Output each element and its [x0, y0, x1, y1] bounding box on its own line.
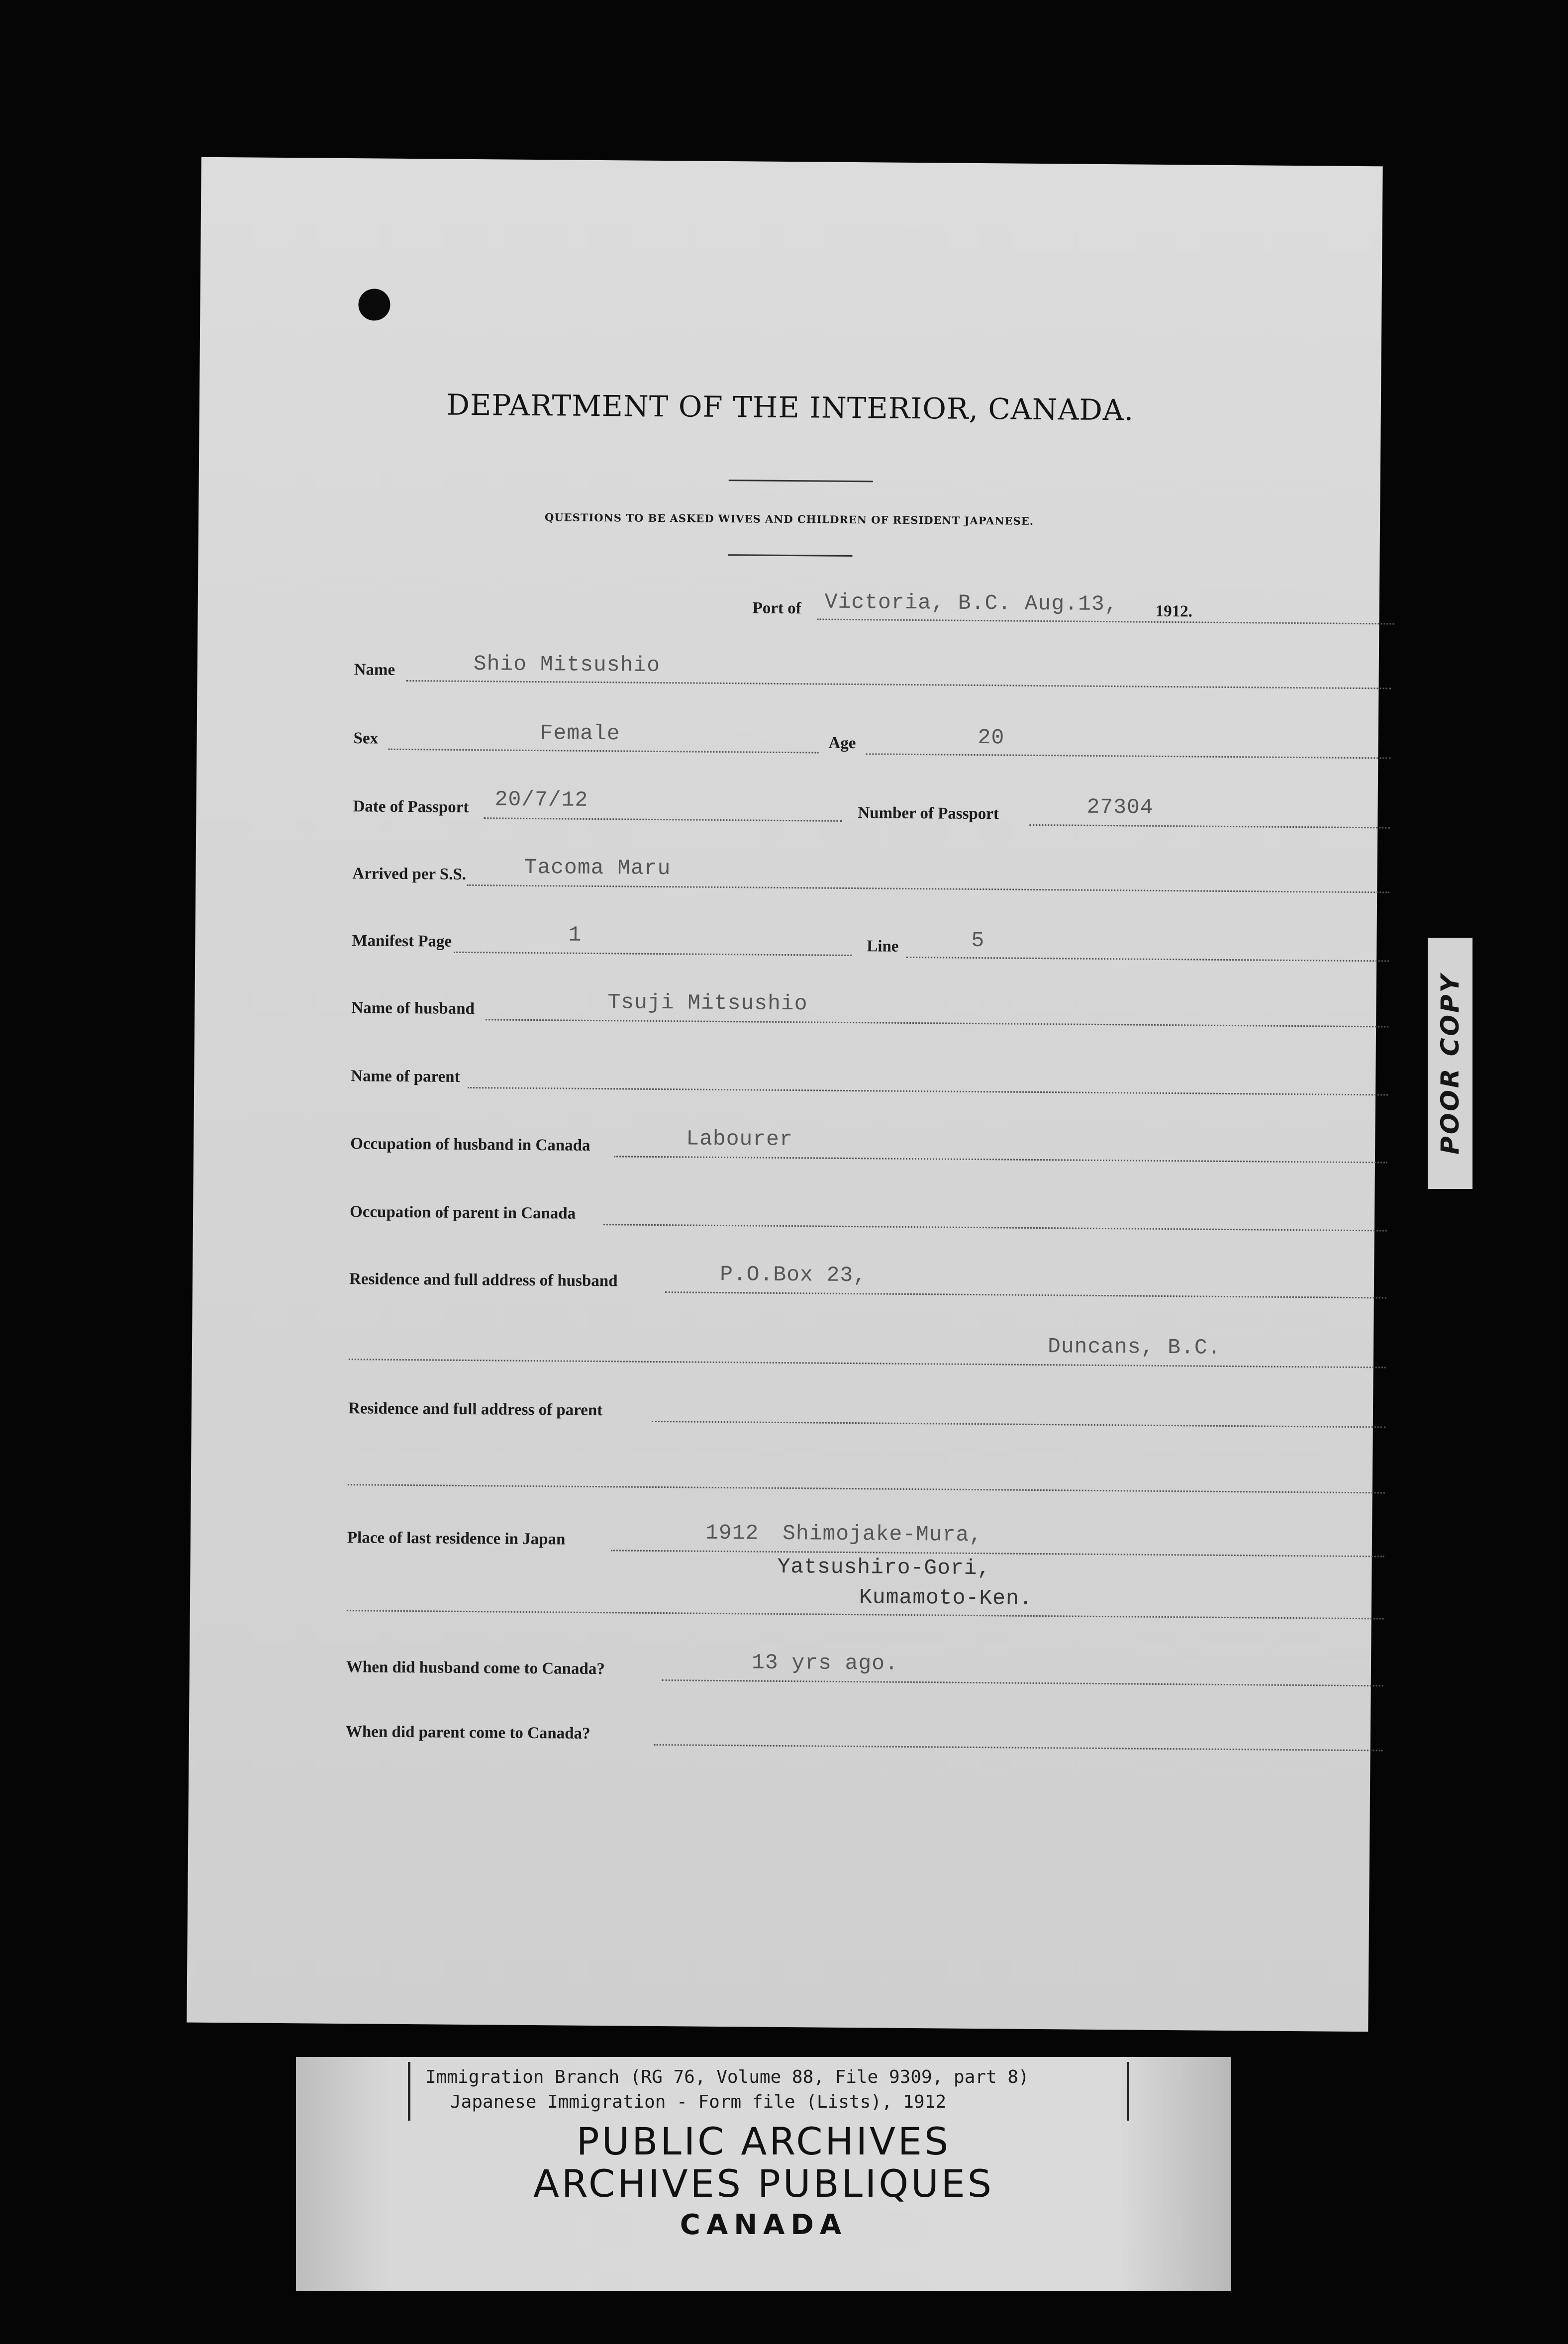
- port-value: Victoria, B.C. Aug.13,: [824, 589, 1118, 617]
- husband-occupation-value: Labourer: [686, 1126, 793, 1152]
- husband-address-label: Residence and full address of husband: [349, 1270, 618, 1290]
- title-divider: [729, 480, 873, 482]
- manifest-page-line: [454, 952, 852, 956]
- last-residence-line-1: [611, 1550, 1384, 1557]
- passport-number-value: 27304: [1086, 794, 1154, 820]
- last-residence-value-2: Yatsushiro-Gori,: [777, 1554, 991, 1581]
- manifest-page-value: 1: [568, 922, 582, 947]
- parent-occupation-label: Occupation of parent in Canada: [349, 1203, 576, 1223]
- parent-name-label: Name of parent: [351, 1067, 460, 1086]
- last-residence-value-1: Shimojake-Mura,: [782, 1521, 983, 1548]
- husband-arrival-label: When did husband come to Canada?: [346, 1658, 605, 1678]
- form-page: [187, 157, 1382, 2032]
- form-title: DEPARTMENT OF THE INTERIOR, CANADA.: [446, 388, 1134, 427]
- archives-fr: ARCHIVES PUBLIQUES: [533, 2161, 994, 2206]
- last-residence-label: Place of last residence in Japan: [347, 1529, 566, 1549]
- parent-name-line: [468, 1087, 1388, 1096]
- age-label: Age: [828, 734, 856, 753]
- last-residence-line-2: [347, 1610, 1384, 1619]
- line-label: Line: [867, 937, 899, 956]
- husband-name-label: Name of husband: [351, 999, 475, 1018]
- name-value: Shio Mitsushio: [473, 652, 661, 678]
- port-label: Port of: [752, 599, 801, 618]
- parent-arrival-line: [654, 1744, 1383, 1752]
- husband-address-value-1: P.O.Box 23,: [719, 1262, 867, 1288]
- ship-value: Tacoma Maru: [524, 855, 671, 881]
- sex-line: [388, 749, 818, 754]
- last-residence-year: 1912: [705, 1520, 759, 1546]
- name-line: [406, 680, 1391, 689]
- archives-country: CANADA: [680, 2209, 848, 2241]
- port-year: 1912.: [1155, 602, 1193, 621]
- age-value: 20: [978, 725, 1005, 750]
- parent-address-line-1: [652, 1421, 1385, 1428]
- subtitle-divider: [728, 554, 853, 557]
- archives-label-card: [296, 2057, 1231, 2291]
- husband-name-value: Tsuji Mitsushio: [607, 990, 808, 1016]
- port-line: [817, 618, 1394, 624]
- parent-occupation-line: [603, 1224, 1387, 1231]
- parent-address-line-2: [348, 1484, 1385, 1493]
- reference-box: [408, 2062, 1129, 2121]
- last-residence-value-3: Kumamoto-Ken.: [859, 1585, 1033, 1611]
- passport-date-value: 20/7/12: [494, 787, 588, 812]
- sex-label: Sex: [353, 729, 379, 748]
- passport-date-label: Date of Passport: [353, 797, 469, 816]
- ship-line: [467, 884, 1389, 893]
- husband-name-line: [486, 1019, 1388, 1027]
- husband-address-line-2: [349, 1359, 1386, 1368]
- archives-en: PUBLIC ARCHIVES: [576, 2119, 951, 2163]
- passport-number-label: Number of Passport: [858, 804, 999, 823]
- poor-copy-stamp: POOR COPY: [1428, 938, 1472, 1189]
- sex-value: Female: [540, 721, 620, 746]
- punch-hole: [358, 289, 391, 321]
- manifest-page-label: Manifest Page: [352, 932, 452, 951]
- parent-arrival-label: When did parent come to Canada?: [345, 1723, 590, 1743]
- husband-occupation-line: [614, 1156, 1387, 1163]
- age-line: [866, 753, 1390, 759]
- husband-arrival-value: 13 yrs ago.: [751, 1650, 899, 1676]
- name-label: Name: [354, 661, 395, 679]
- passport-number-line: [1029, 824, 1390, 829]
- parent-address-label: Residence and full address of parent: [348, 1399, 603, 1420]
- husband-arrival-line: [662, 1679, 1383, 1686]
- husband-address-line-1: [665, 1291, 1386, 1298]
- ship-label: Arrived per S.S.: [352, 865, 467, 883]
- reference-line-2: Japanese Immigration - Form file (Lists), 1912: [450, 2092, 946, 2112]
- line-line: [906, 957, 1389, 962]
- husband-occupation-label: Occupation of husband in Canada: [350, 1135, 590, 1155]
- husband-address-value-2: Duncans, B.C.: [1047, 1334, 1221, 1360]
- reference-line-1: Immigration Branch (RG 76, Volume 88, File 9309, part 8): [425, 2067, 1029, 2087]
- form-subtitle: QUESTIONS TO BE ASKED WIVES AND CHILDREN OF RESIDENT JAPANESE.: [544, 511, 1034, 527]
- passport-date-line: [484, 817, 842, 822]
- line-value: 5: [971, 928, 985, 953]
